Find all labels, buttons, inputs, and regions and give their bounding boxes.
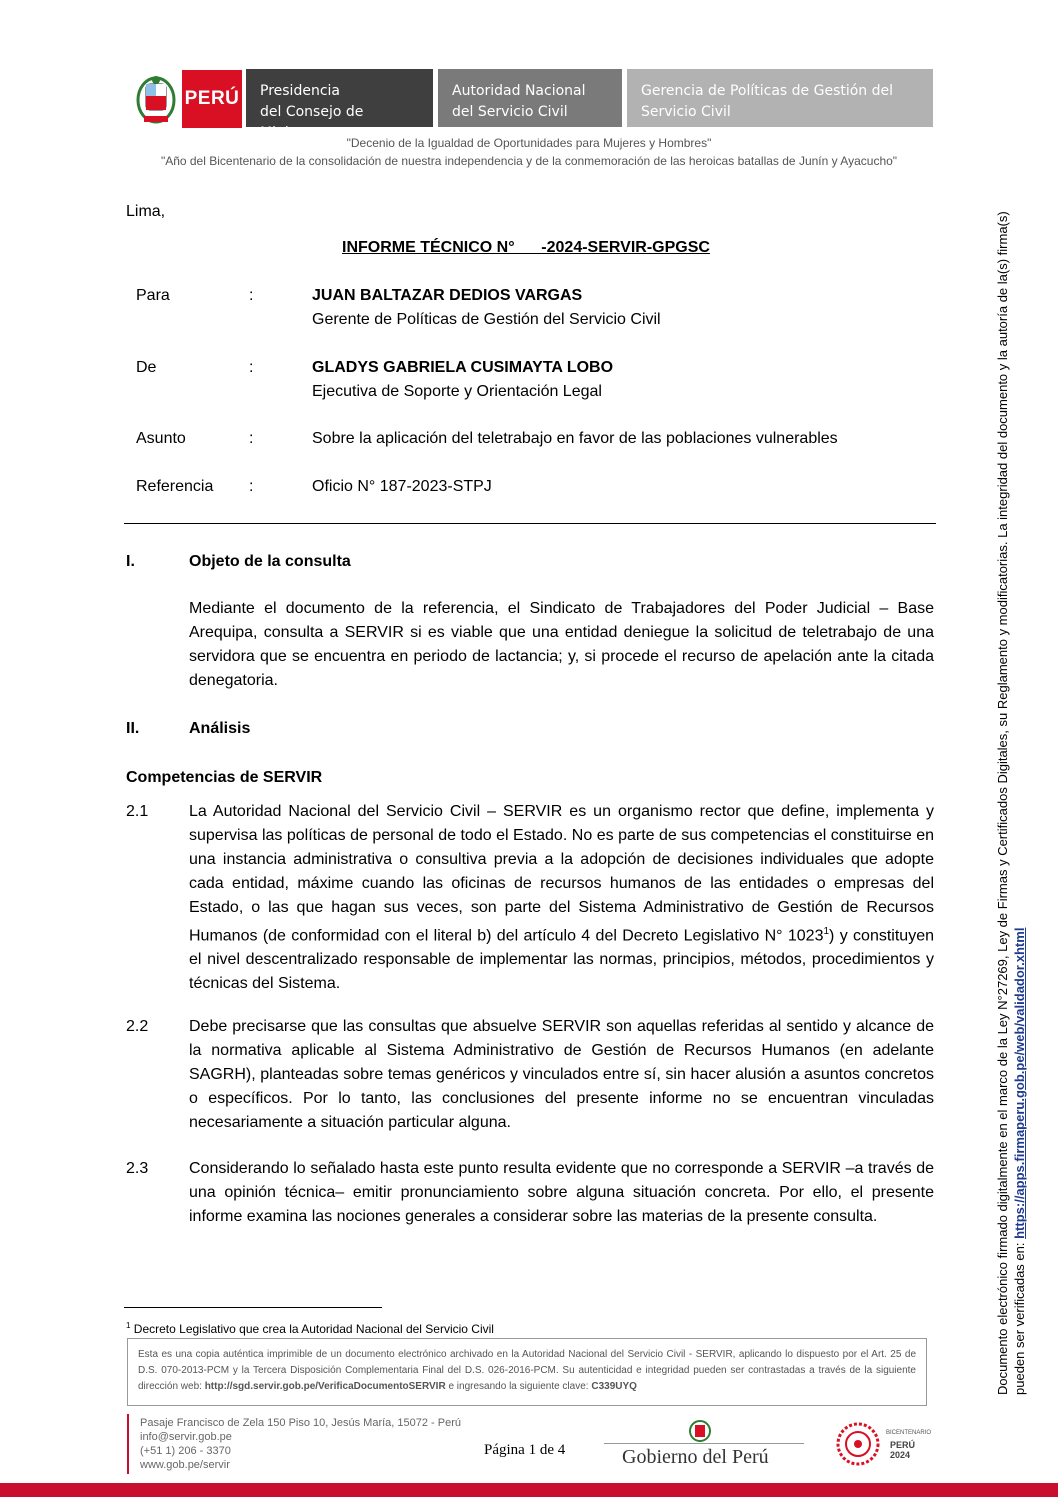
de-colon: : — [249, 359, 254, 376]
header-box-servir — [438, 69, 622, 127]
footnote-number: 1 — [126, 1321, 131, 1330]
header-box-pcm — [246, 69, 433, 141]
section-1-text: Mediante el documento de la referencia, el Sindicato de Trabajadores del Poder Judicial – Base Arequipa, consulta a SERVIR si es viable que una entidad deniegue la solicitud de teletrabajo de una servidora que se encuentra en periodo de lactancia; y, si procede el recurso de apelación ante la citada denegatoria. — [189, 600, 934, 689]
motto-decade: "Decenio de la Igualdad de Oportunidades para Mujeres y Hombres" — [346, 136, 712, 150]
place-date: Lima, — [126, 203, 166, 220]
bicentenario-seal-icon — [834, 1420, 882, 1468]
footnote — [126, 1318, 494, 1337]
header-divider — [124, 523, 936, 524]
header-box-pcm-line1: Presidencia — [260, 83, 340, 99]
paragraph-2-1 — [189, 800, 934, 996]
header-box-gerencia-line1: Gerencia de Políticas de Gestión del — [641, 83, 894, 99]
gobierno-divider — [604, 1443, 804, 1444]
asunto-colon: : — [249, 430, 254, 447]
verification-text-b: e ingresando la siguiente clave: — [445, 1381, 592, 1392]
paragraph-2-1-number: 2.1 — [126, 803, 149, 820]
header-box-gerencia — [627, 69, 933, 127]
para-name: JUAN BALTAZAR DEDIOS VARGAS — [312, 287, 583, 304]
section-2-number: II. — [126, 720, 140, 737]
verification-key: C339UYQ — [591, 1381, 637, 1392]
coat-of-arms-icon — [134, 72, 178, 126]
section-1-title: Objeto de la consulta — [189, 553, 351, 570]
header-box-gerencia-line2: Servicio Civil — [641, 104, 731, 120]
paragraph-2-1-text-a: La Autoridad Nacional del Servicio Civil – SERVIR es un organismo rector que define, implementa y supervisa las políticas de personal de todo el Estado. No es parte de sus competencias el constituirse en una instancia administrativa o consultiva previa a la adopción de decisiones individuales que adopte cada entidad, máxime cuando las oficinas de recursos humanos de las entidades o empresas del Estado, o las que hagan sus veces, son parte del Sistema Administrativo de Gestión de Recursos Humanos (de conformidad con el literal b) del artículo 4 del Decreto Legislativo N° 1023 — [189, 803, 934, 945]
validator-link[interactable]: https://apps.firmaperu.gob.pe/web/validador.xhtml — [1012, 927, 1027, 1239]
paragraph-2-1-text-b: ) y constituyen el nivel descentralizado responsable de implementar las normas, principios, métodos, procedimientos y técnicas del Sistema. — [189, 927, 934, 993]
bicentenario-year: 2024 — [890, 1450, 911, 1460]
bicentenario-country: PERÚ — [890, 1440, 916, 1450]
signature-notice-line2-text: pueden ser verificadas en: — [1012, 1238, 1027, 1395]
bicentenario-logo — [834, 1420, 932, 1472]
footer-address: Pasaje Francisco de Zela 150 Piso 10, Jesús María, 15072 - Perú — [140, 1417, 462, 1429]
verification-text-a: Esta es una copia auténtica imprimible de un documento electrónico archivado en la Autoridad Nacional del Servicio Civil - SERVIR, aplicando lo dispuesto por el Art. 25 de D.S. 070-2013-PCM y la Tercera Disposición Complementaria Final del D.S. 026-2016-PCM. Su autenticidad e integridad pueden ser contrastadas a través de la siguiente dirección web: — [138, 1349, 916, 1392]
digital-signature-notice — [994, 211, 1028, 1395]
referencia-label: Referencia — [136, 478, 214, 495]
header-box-pcm-line2: del Consejo de Ministros — [260, 104, 364, 141]
paragraph-2-2: Debe precisarse que las consultas que absuelve SERVIR son aquellas referidas al sentido y alcance de la normativa aplicable al Sistema Administrativo de Gestión de Recursos Humanos (en adelante SAGRH), planteadas sobre temas genéricos y vinculados entre sí, sin hacer alusión a asuntos concretos o específicos. Por lo tanto, las conclusiones del presente informe no se encuentran vinculadas necesariamente a situación particular alguna. — [189, 1018, 934, 1131]
para-role: Gerente de Políticas de Gestión del Servicio Civil — [312, 311, 661, 328]
signature-notice-line2 — [1011, 215, 1028, 1395]
header-box-servir-line1: Autoridad Nacional — [452, 83, 586, 99]
section-1-number: I. — [126, 553, 135, 570]
footnote-text: Decreto Legislativo que crea la Autoridad Nacional del Servicio Civil — [130, 1322, 494, 1336]
gobierno-logo — [604, 1420, 804, 1472]
para-label: Para — [136, 287, 170, 304]
paragraph-2-3-number: 2.3 — [126, 1160, 149, 1177]
footer-email[interactable]: info@servir.gob.pe — [140, 1431, 232, 1443]
referencia-colon: : — [249, 478, 254, 495]
footnote-divider — [124, 1307, 382, 1308]
asunto-text: Sobre la aplicación del teletrabajo en favor de las poblaciones vulnerables — [312, 430, 838, 447]
motto-year: "Año del Bicentenario de la consolidación de nuestra independencia y de la conmemoración de las heroicas batallas de Junín y Ayacucho" — [160, 154, 898, 168]
footer-red-band — [0, 1483, 1058, 1497]
para-colon: : — [249, 287, 254, 304]
gobierno-label: Gobierno del Perú — [622, 1446, 769, 1468]
de-label: De — [136, 359, 157, 376]
paragraph-2-2-number: 2.2 — [126, 1018, 149, 1035]
bicentenario-text: BICENTENARIO — [886, 1430, 932, 1436]
footer-accent-bar — [127, 1414, 129, 1474]
peru-logo — [130, 70, 242, 128]
report-title: INFORME TÉCNICO N° -2024-SERVIR-GPGSC — [342, 239, 710, 256]
subsection-title: Competencias de SERVIR — [126, 769, 323, 786]
asunto-label: Asunto — [136, 430, 186, 447]
footer-phone: (+51 1) 206 - 3370 — [140, 1445, 231, 1457]
page-number: Página 1 de 4 — [484, 1442, 566, 1458]
de-role: Ejecutiva de Soporte y Orientación Legal — [312, 383, 602, 400]
gobierno-shield-icon — [686, 1420, 714, 1442]
footnote-ref: 1 — [823, 926, 830, 937]
referencia-text: Oficio N° 187-2023-STPJ — [312, 478, 492, 495]
footer-web[interactable]: www.gob.pe/servir — [140, 1459, 230, 1471]
de-name: GLADYS GABRIELA CUSIMAYTA LOBO — [312, 359, 614, 376]
peru-label: PERÚ — [182, 70, 242, 128]
section-2-title: Análisis — [189, 720, 251, 737]
header-box-servir-line2: del Servicio Civil — [452, 104, 568, 120]
verification-url[interactable]: http://sgd.servir.gob.pe/VerificaDocumentoSERVIR — [204, 1381, 446, 1392]
verification-box — [127, 1338, 927, 1406]
signature-notice-line1: Documento electrónico firmado digitalmente en el marco de la Ley N°27269, Ley de Firmas y Certificados Digitales, su Reglamento y modificatorias. La integridad del documento y la autoría de la(s) firma(s) — [995, 211, 1010, 1395]
paragraph-2-3: Considerando lo señalado hasta este punto resulta evidente que no corresponde a SERVIR –a través de una opinión técnica– emitir pronunciamiento sobre alguna situación concreta. Por ello, el presente informe examina las nociones generales a considerar sobre las materias de la presente consulta. — [189, 1160, 934, 1225]
